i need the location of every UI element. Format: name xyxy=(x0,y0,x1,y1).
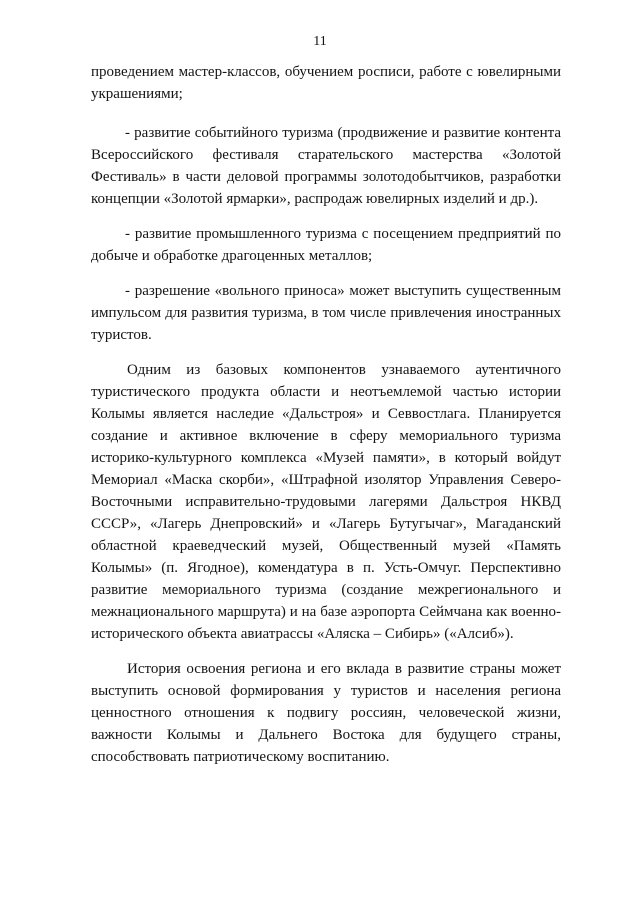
paragraph-continuation: проведением мастер-классов, обучением росписи, работе с ювелирными украшениями; xyxy=(91,64,561,102)
page-number: 11 xyxy=(313,34,327,49)
paragraph-event-tourism: - развитие событийного туризма (продвижение и развитие контента Всероссийского фестиваля старательского мастерства «Золотой Фестиваль» в части деловой программы золотодобытчиков, разработки концепции «Золотой ярмарки», распродаж ювелирных изделий и др.). xyxy=(91,125,561,207)
document-body xyxy=(91,61,561,786)
paragraph-memorial-tourism: Одним из базовых компонентов узнаваемого аутентичного туристического продукта области и неотъемлемой частью истории Колымы является наследие «Дальстроя» и Севвостлага. Планируется создание и активное включение в сферу мемориального туризма историко-культурного комплекса «Музей памяти», в который войдут Мемориал «Маска скорби», «Штрафной изолятор Управления Северо-Восточными исправительно-трудовыми лагерями Дальстроя НКВД СССР», «Лагерь Днепровский» и «Лагерь Бутугычаг», Магаданский областной краеведческий музей, Общественный музей «Память Колымы» (п. Ягодное), комендатура в п. Усть-Омчуг. Перспективно развитие мемориального туризма (создание межрегионального и межнационального маршрута) и на базе аэропорта Сеймчана как военно-исторического объекта авиатрассы «Аляска – Сибирь» («Алсиб»). xyxy=(91,362,561,642)
paragraph-free-delivery: - разрешение «вольного приноса» может выступить существенным импульсом для развития туризма, в том числе привлечения иностранных туристов. xyxy=(91,283,561,343)
paragraph-history-education: История освоения региона и его вклада в развитие страны может выступить основой формирования у туристов и населения региона ценностного отношения к подвигу россиян, человеческой жизни, важности Колымы и Дальнего Востока для будущего страны, способствовать патриотическому воспитанию. xyxy=(91,661,561,765)
paragraph-industrial-tourism: - развитие промышленного туризма с посещением предприятий по добыче и обработке драгоценных металлов; xyxy=(91,226,561,264)
